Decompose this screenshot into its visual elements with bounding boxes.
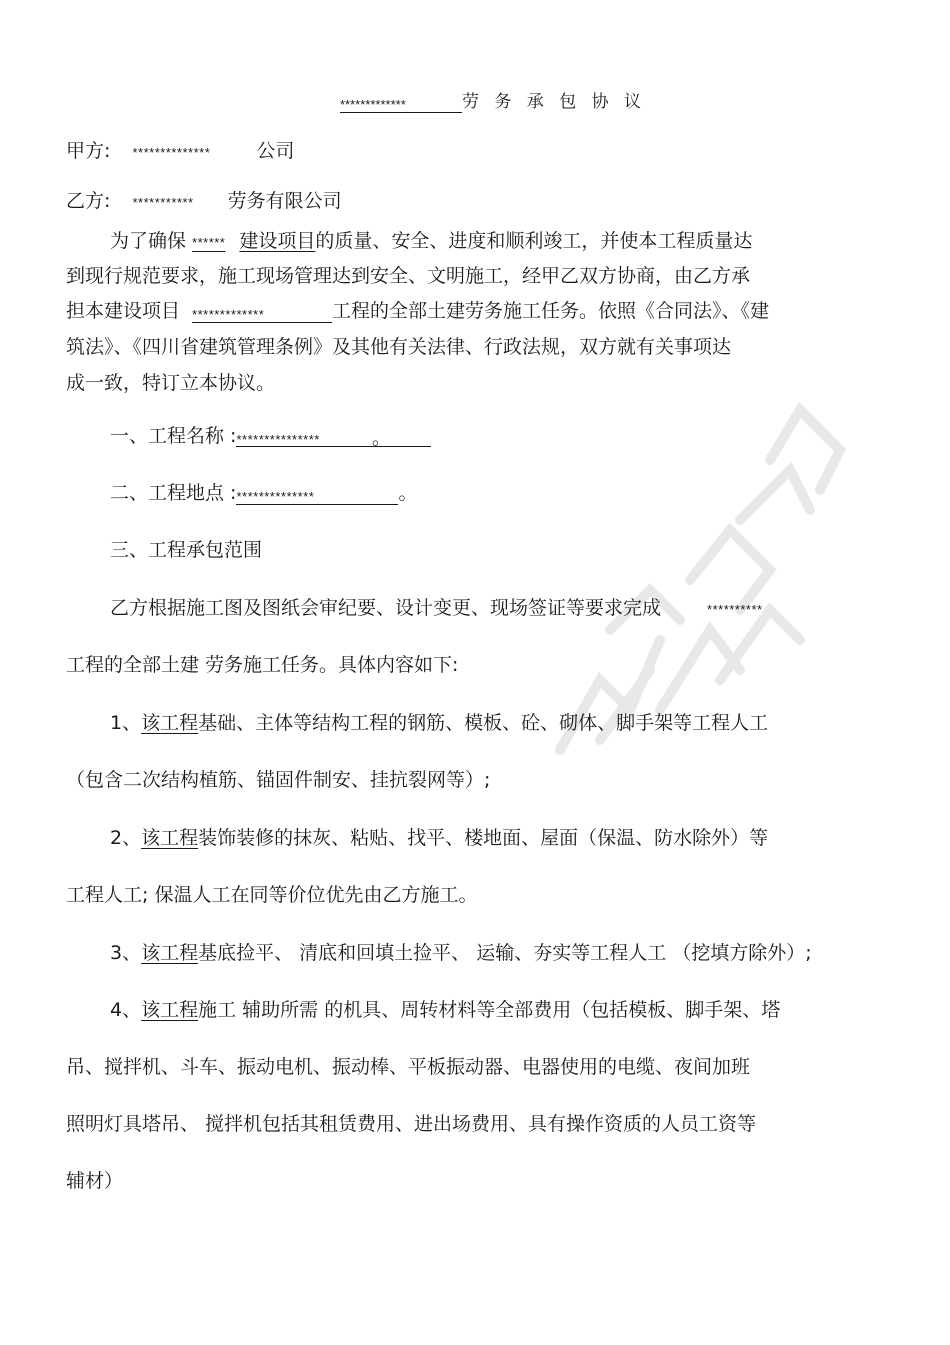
item-subject: 该工程 (141, 942, 199, 964)
party-b-name: *********** (132, 195, 194, 210)
scope-text: 乙方根据施工图及图纸会审纪要、设计变更、现场签证等要求完成 (110, 597, 662, 619)
item-2-line-2 (66, 882, 477, 908)
item-text: 施工 辅助所需 的机具、周转材料等全部费用（包括模板、脚手架、塔 (198, 999, 781, 1021)
intro-text: 担本建设项目 (66, 300, 181, 322)
item-text: 装饰装修的抹灰、粘贴、找平、楼地面、屋面（保温、防水除外）等 (198, 827, 769, 849)
intro-text: 的质量、安全、进度和顺利竣工，并使本工程质量达 (315, 230, 753, 252)
party-a-suffix: 公司 (256, 140, 295, 162)
item-number: 1、 (110, 712, 142, 734)
item-text: 基础、主体等结构工程的钢筋、模板、砼、砌体、脚手架等工程人工 (198, 712, 769, 734)
page-title (340, 89, 646, 115)
project-location-value: ************** (236, 484, 398, 505)
item-4-line-1 (110, 997, 780, 1023)
period: 。 (371, 428, 392, 449)
item-subject: 该工程 (141, 712, 199, 734)
intro-line-2 (66, 263, 750, 289)
intro-line-1 (110, 228, 752, 256)
section-2-project-location (110, 480, 417, 506)
item-4-line-4 (66, 1168, 123, 1194)
party-a-label: 甲方: (66, 140, 111, 162)
item-number: 2、 (110, 827, 142, 849)
intro-text: 为了确保 (110, 230, 187, 252)
item-text: 辅材） (66, 1170, 124, 1192)
item-text: 基底捡平、 清底和回填土捡平、 运输、夯实等工程人工 （挖填方除外）; (198, 942, 812, 964)
period: 。 (398, 482, 418, 504)
intro-line-4 (66, 334, 731, 360)
section-label: 一、工程名称 : (110, 425, 237, 447)
item-2-line-1 (110, 825, 768, 851)
party-b-line (66, 188, 342, 216)
scope-line-2 (66, 652, 458, 678)
item-1-line-2 (66, 767, 490, 793)
item-4-line-3 (66, 1111, 756, 1137)
project-name-blank (236, 426, 431, 447)
item-text: 照明灯具塔吊、 搅拌机包括其租赁费用、进出场费用、具有操作资质的人员工资等 (66, 1113, 757, 1135)
intro-line-3 (66, 298, 769, 324)
title-blank: ************* (340, 92, 462, 113)
project-blank: ************* (192, 302, 332, 323)
section-1-project-name (110, 423, 431, 449)
section-label: 二、工程地点 : (110, 482, 237, 504)
intro-line-5 (66, 370, 275, 396)
project-blank: ****** (192, 235, 226, 250)
project-label: 建设项目 (239, 230, 316, 252)
item-text: （包含二次结构植筋、锚固件制安、挂抗裂网等）; (66, 769, 491, 791)
item-4-line-2 (66, 1054, 750, 1080)
section-label: 三、工程承包范围 (110, 539, 263, 561)
project-name-value: *************** (236, 432, 320, 447)
item-text: 工程人工; 保温人工在同等价位优先由乙方施工。 (66, 884, 478, 906)
item-3-line-1 (110, 940, 812, 966)
title-text: 劳 务 承 包 协 议 (462, 92, 647, 112)
intro-text: 到现行规范要求，施工现场管理达到安全、文明施工，经甲乙双方协商，由乙方承 (66, 265, 751, 287)
scope-text: 工程的全部土建 劳务施工任务。具体内容如下: (66, 654, 459, 676)
party-a-line (66, 138, 294, 166)
item-number: 4、 (110, 999, 142, 1021)
item-number: 3、 (110, 942, 142, 964)
item-subject: 该工程 (141, 827, 199, 849)
item-text: 吊、搅拌机、斗车、振动电机、振动棒、平板振动器、电器使用的电缆、夜间加班 (66, 1056, 751, 1078)
party-a-name: ************** (132, 145, 211, 160)
intro-text: 工程的全部土建劳务施工任务。依照《合同法》、《建 (332, 300, 770, 322)
scope-line-1 (110, 595, 763, 623)
item-1-line-1 (110, 710, 768, 736)
scope-project-blank: ********** (707, 602, 763, 617)
intro-text: 筑法》、《四川省建筑管理条例》及其他有关法律、行政法规，双方就有关事项达 (66, 336, 732, 358)
party-b-label: 乙方: (66, 190, 111, 212)
section-3-heading (110, 537, 262, 563)
item-subject: 该工程 (141, 999, 199, 1021)
intro-text: 成一致，特订立本协议。 (66, 372, 276, 394)
party-b-suffix: 劳务有限公司 (227, 190, 342, 212)
